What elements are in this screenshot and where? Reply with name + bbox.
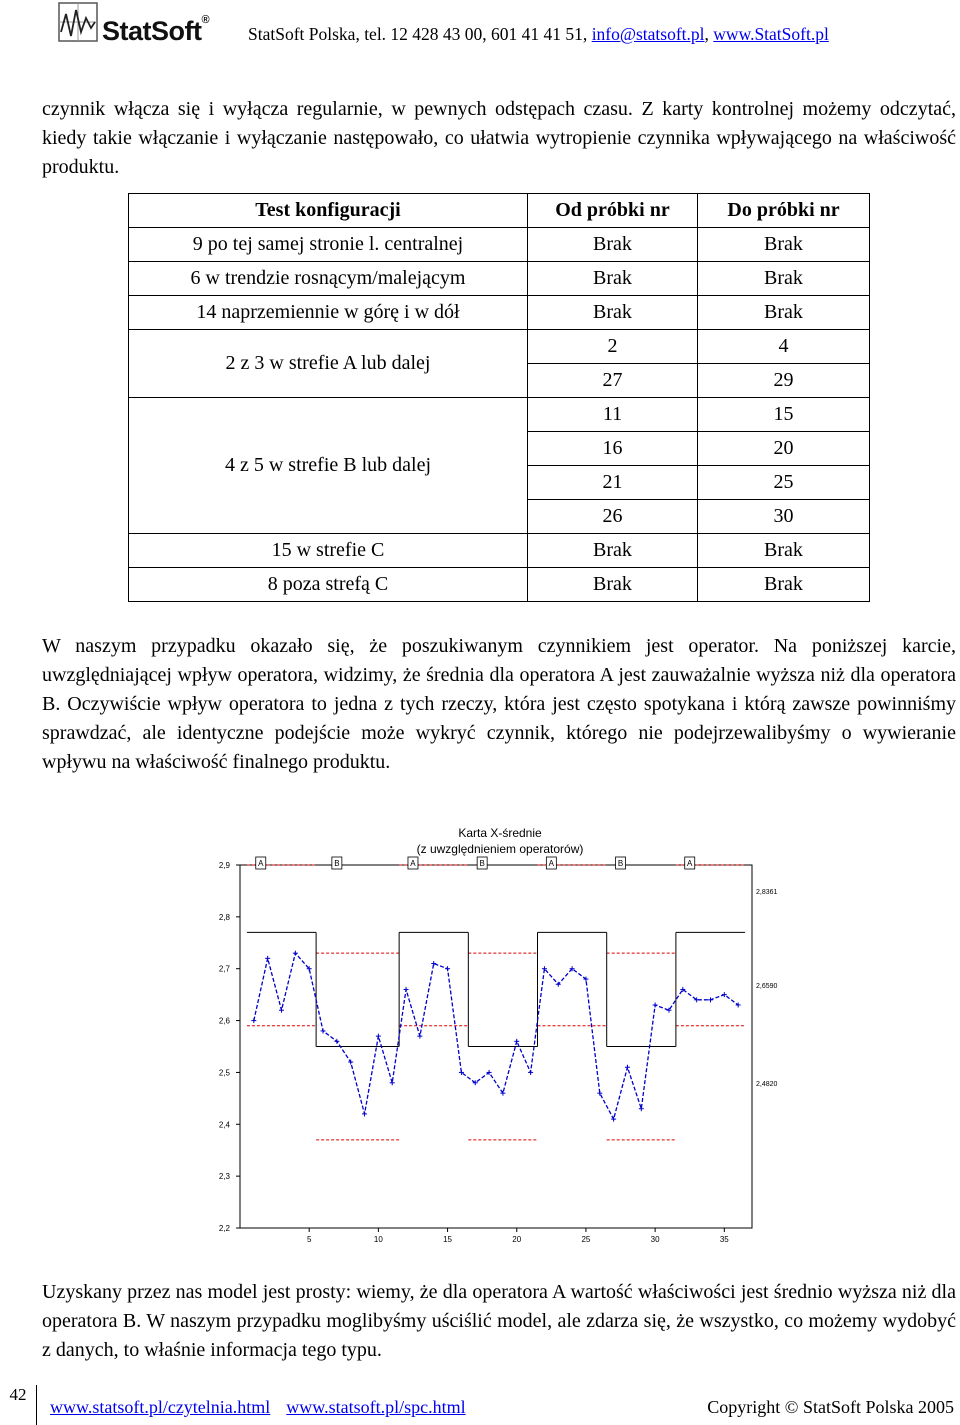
to-cell: 29	[698, 364, 870, 398]
table-row	[129, 568, 870, 602]
y-tick-label: 2,9	[218, 861, 230, 870]
from-cell: 11	[528, 398, 698, 432]
table-row	[129, 296, 870, 330]
to-cell: Brak	[698, 228, 870, 262]
operator-label: A	[687, 859, 693, 868]
from-cell: Brak	[528, 568, 698, 602]
from-cell: 26	[528, 500, 698, 534]
from-cell: 2	[528, 330, 698, 364]
footer-links	[50, 1397, 466, 1418]
test-config-table	[128, 193, 870, 602]
from-cell: 16	[528, 432, 698, 466]
x-tick-label: 10	[373, 1235, 383, 1244]
copyright: Copyright © StatSoft Polska 2005	[707, 1397, 954, 1417]
from-cell: Brak	[528, 296, 698, 330]
spc-link[interactable]: www.statsoft.pl/spc.html	[286, 1397, 466, 1417]
to-cell: 25	[698, 466, 870, 500]
lcl-value-label: 2,4820	[756, 1080, 778, 1088]
operator-paragraph: W naszym przypadku okazało się, że poszukiwanym czynnikiem jest operator. Na poniższej karcie, uwzględniającej wpływ operatora, widzimy, że średnia dla operatora A jest zauważalnie wyższa niż dla operatora B. Oczywiście wpływ operatora to jedna z tych rzeczy, która jest często spotykana i którą zawsze powinniśmy sprawdzać, ale identyczne podejście może wykryć czynnik, którego nie podejrzewalibyśmy o wywieranie wpływu na właściwość finalnego produktu.	[42, 635, 956, 773]
test-cell: 2 z 3 w strefie A lub dalej	[129, 330, 528, 398]
operator-label: B	[479, 859, 485, 868]
intro-paragraph: czynnik włącza się i wyłącza regularnie, w pewnych odstępach czasu. Z karty kontrolnej możemy odczytać, kiedy takie włączanie i wyłączanie następowało, co ułatwia wytropienie czynnika wpływającego na właściwość produktu.	[42, 98, 956, 178]
to-cell: 15	[698, 398, 870, 432]
header-contact: StatSoft Polska, tel. 12 428 43 00, 601 41 41 51, info@statsoft.pl, www.StatSoft.pl	[248, 24, 829, 44]
table-row	[129, 330, 870, 364]
table-row	[129, 534, 870, 568]
from-cell: Brak	[528, 262, 698, 296]
y-tick-label: 2,3	[218, 1172, 230, 1182]
y-tick-label: 2,8	[218, 912, 230, 922]
test-cell: 14 naprzemiennie w górę i w dół	[129, 296, 528, 330]
y-tick-label: 2,2	[218, 1224, 230, 1233]
test-cell: 15 w strefie C	[129, 534, 528, 568]
y-tick-label: 2,6	[218, 1016, 230, 1026]
y-tick-label: 2,5	[218, 1068, 230, 1078]
chart-subtitle: (z uwzględnieniem operatorów)	[416, 842, 584, 856]
table-header-row	[129, 194, 870, 228]
from-cell: Brak	[528, 534, 698, 568]
email-link[interactable]: info@statsoft.pl	[591, 24, 705, 44]
operator-label: A	[258, 859, 264, 868]
data-line	[254, 953, 738, 1119]
website-link[interactable]: www.StatSoft.pl	[713, 24, 829, 44]
y-tick-label: 2,4	[218, 1120, 230, 1130]
test-cell: 6 w trendzie rosnącym/malejącym	[129, 262, 528, 296]
operator-label: B	[334, 859, 340, 868]
x-tick-label: 15	[443, 1235, 453, 1244]
to-cell: Brak	[698, 296, 870, 330]
to-cell: 30	[698, 500, 870, 534]
closing-paragraph: Uzyskany przez nas model jest prosty: wiemy, że dla operatora A wartość właściwości jest średnio wyższa niż dla operatora B. W naszym przypadku moglibyśmy uściślić model, ale zdarza się, że wszystko, co możemy wydobyć z danych, to właśnie informacja tego typu.	[42, 1281, 956, 1361]
control-chart-svg	[200, 820, 790, 1250]
czytelnia-link[interactable]: www.statsoft.pl/czytelnia.html	[50, 1397, 271, 1417]
to-cell: Brak	[698, 568, 870, 602]
to-cell: Brak	[698, 534, 870, 568]
table-row	[129, 262, 870, 296]
x-tick-label: 5	[306, 1235, 312, 1244]
test-cell: 8 poza strefą C	[129, 568, 528, 602]
col-header-to: Do próbki nr	[698, 194, 870, 228]
y-tick-label: 2,7	[218, 964, 230, 974]
table-row	[129, 398, 870, 432]
x-tick-label: 20	[512, 1235, 522, 1244]
x-tick-label: 35	[719, 1235, 729, 1244]
x-tick-label: 30	[650, 1235, 660, 1244]
table-row	[129, 228, 870, 262]
to-cell: 4	[698, 330, 870, 364]
page-footer	[0, 1385, 960, 1425]
operator-label: B	[617, 859, 624, 868]
to-cell: 20	[698, 432, 870, 466]
page-header	[58, 2, 938, 48]
operator-label: A	[410, 859, 416, 868]
page-number: 42	[0, 1385, 37, 1425]
from-cell: 21	[528, 466, 698, 500]
control-chart	[200, 820, 790, 1250]
statsoft-logo-icon	[58, 2, 98, 42]
from-cell: 27	[528, 364, 698, 398]
ucl-value-label: 2,8361	[756, 889, 778, 897]
center-value-label: 2,6590	[756, 982, 778, 990]
chart-title: Karta X-średnie	[458, 826, 542, 840]
company-info: StatSoft Polska, tel. 12 428 43 00, 601 41 41 51,	[248, 24, 588, 44]
operator-label: A	[548, 859, 555, 868]
x-tick-label: 25	[581, 1235, 591, 1244]
test-cell: 4 z 5 w strefie B lub dalej	[129, 398, 528, 534]
test-cell: 9 po tej samej stronie l. centralnej	[129, 228, 528, 262]
to-cell: Brak	[698, 262, 870, 296]
col-header-from: Od próbki nr	[528, 194, 698, 228]
logo-text: StatSoft®	[102, 14, 210, 46]
from-cell: Brak	[528, 228, 698, 262]
col-header-test: Test konfiguracji	[129, 194, 528, 228]
